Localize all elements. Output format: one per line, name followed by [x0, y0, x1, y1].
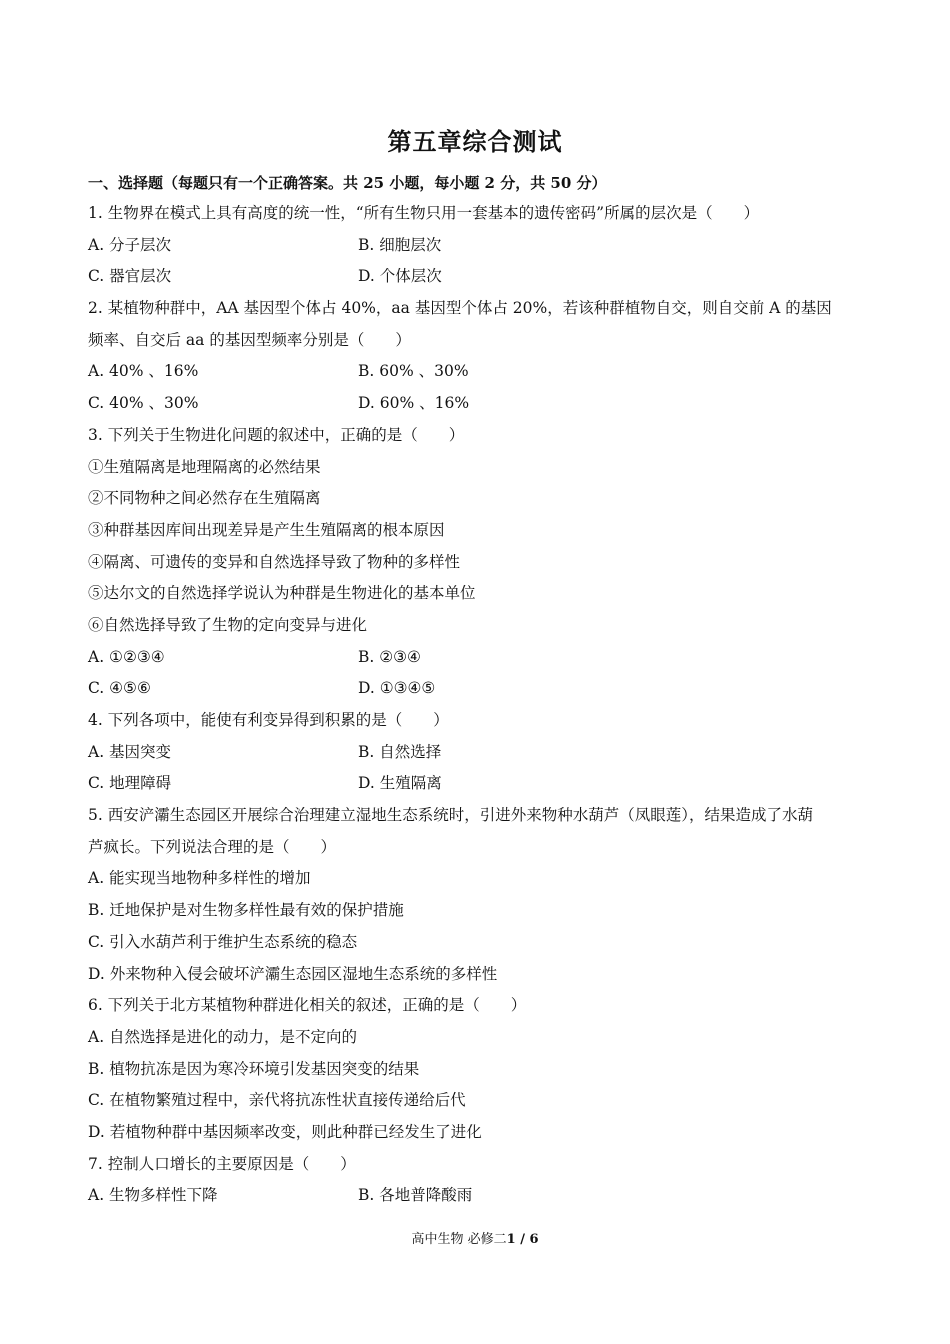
- question-6-option-b: B. 植物抗冻是因为寒冷环境引发基因突变的结果: [88, 1059, 420, 1078]
- question-4-option-a: A. 基因突变: [88, 742, 172, 761]
- question-7-option-a: A. 生物多样性下降: [88, 1186, 218, 1205]
- question-6-option-c: C. 在植物繁殖过程中，亲代将抗冻性状直接传递给后代: [88, 1091, 466, 1110]
- question-5-option-d: D. 外来物种入侵会破坏浐灞生态园区湿地生态系统的多样性: [88, 964, 498, 983]
- question-2-options-row-2: [88, 388, 868, 420]
- question-5-option-c: C. 引入水葫芦利于维护生态系统的稳态: [88, 932, 358, 951]
- question-3-option-b: B. ②③④: [358, 647, 421, 666]
- page-footer: [0, 1228, 950, 1247]
- question-1-stem: 1. 生物界在模式上具有高度的统一性，“所有生物只用一套基本的遗传密码”所属的层次是（ ）: [88, 204, 760, 222]
- question-1-options-row-2: [88, 261, 868, 293]
- question-4-options-row-2: [88, 768, 868, 800]
- question-1-options-row-1: [88, 230, 868, 262]
- question-4-option-d: D. 生殖隔离: [358, 774, 442, 793]
- page-title: 第五章综合测试: [387, 127, 563, 156]
- footer-page-number: 1 / 6: [506, 1232, 539, 1247]
- question-3-options-row-1: [88, 642, 868, 674]
- question-2-options-row-1: [88, 356, 868, 388]
- question-6-option-d: D. 若植物种群中基因频率改变，则此种群已经发生了进化: [88, 1122, 482, 1141]
- question-3-statement: ⑥自然选择导致了生物的定向变异与进化: [88, 615, 368, 634]
- question-3-option-c: C. ④⑤⑥: [88, 679, 151, 698]
- question-1-option-b: B. 细胞层次: [358, 235, 442, 254]
- question-2-stem-line-1: 2. 某植物种群中，AA 基因型个体占 40%，aa 基因型个体占 20%，若该种群植物自交，则自交前 A 的基因: [88, 299, 832, 318]
- question-list: [88, 198, 868, 1212]
- question-3-stem: 3. 下列关于生物进化问题的叙述中，正确的是（ ）: [88, 425, 465, 444]
- section-heading: 一、选择题（每题只有一个正确答案。共 25 小题，每小题 2 分，共 50 分）: [88, 174, 607, 192]
- question-6-option-a: A. 自然选择是进化的动力，是不定向的: [88, 1027, 358, 1046]
- question-7-stem: 7. 控制人口增长的主要原因是（ ）: [88, 1154, 356, 1173]
- question-4-options-row-1: [88, 737, 868, 769]
- question-3-statement: ②不同物种之间必然存在生殖隔离: [88, 489, 321, 508]
- question-5-option-b: B. 迁地保护是对生物多样性最有效的保护措施: [88, 901, 404, 920]
- question-2-option-b: B. 60% 、30%: [358, 362, 469, 381]
- question-4-stem: 4. 下列各项中，能使有利变异得到积累的是（ ）: [88, 711, 449, 729]
- question-4-option-c: C. 地理障碍: [88, 774, 172, 793]
- question-3-options-row-2: [88, 673, 868, 705]
- question-2-option-c: C. 40% 、30%: [88, 394, 199, 413]
- question-1-option-a: A. 分子层次: [88, 235, 172, 254]
- question-4-option-b: B. 自然选择: [358, 742, 442, 761]
- question-6-stem: 6. 下列关于北方某植物种群进化相关的叙述，正确的是（ ）: [88, 996, 527, 1015]
- question-2-stem-line-2: 频率、自交后 aa 的基因型频率分别是（ ）: [88, 330, 411, 349]
- question-5-option-a: A. 能实现当地物种多样性的增加: [88, 869, 311, 888]
- question-3-statement: ①生殖隔离是地理隔离的必然结果: [88, 457, 321, 476]
- question-2-option-a: A. 40% 、16%: [88, 362, 199, 381]
- question-3-statement: ③种群基因库间出现差异是产生生殖隔离的根本原因: [88, 520, 445, 539]
- question-3-option-a: A. ①②③④: [88, 647, 165, 666]
- question-5-stem-line-1: 5. 西安浐灞生态园区开展综合治理建立湿地生态系统时，引进外来物种水葫芦（凤眼莲），结果造成了水葫: [88, 806, 813, 825]
- question-1-option-d: D. 个体层次: [358, 267, 442, 286]
- question-2-option-d: D. 60% 、16%: [358, 394, 470, 413]
- question-7-option-b: B. 各地普降酸雨: [358, 1186, 473, 1205]
- question-1-option-c: C. 器官层次: [88, 267, 172, 286]
- question-3-statement: ⑤达尔文的自然选择学说认为种群是生物进化的基本单位: [88, 584, 476, 603]
- question-3-statement: ④隔离、可遗传的变异和自然选择导致了物种的多样性: [88, 552, 461, 571]
- question-7-options-row-1: [88, 1180, 868, 1212]
- footer-course: 高中生物 必修二: [411, 1232, 507, 1247]
- question-5-stem-line-2: 芦疯长。下列说法合理的是（ ）: [88, 837, 337, 856]
- question-3-option-d: D. ①③④⑤: [358, 679, 436, 698]
